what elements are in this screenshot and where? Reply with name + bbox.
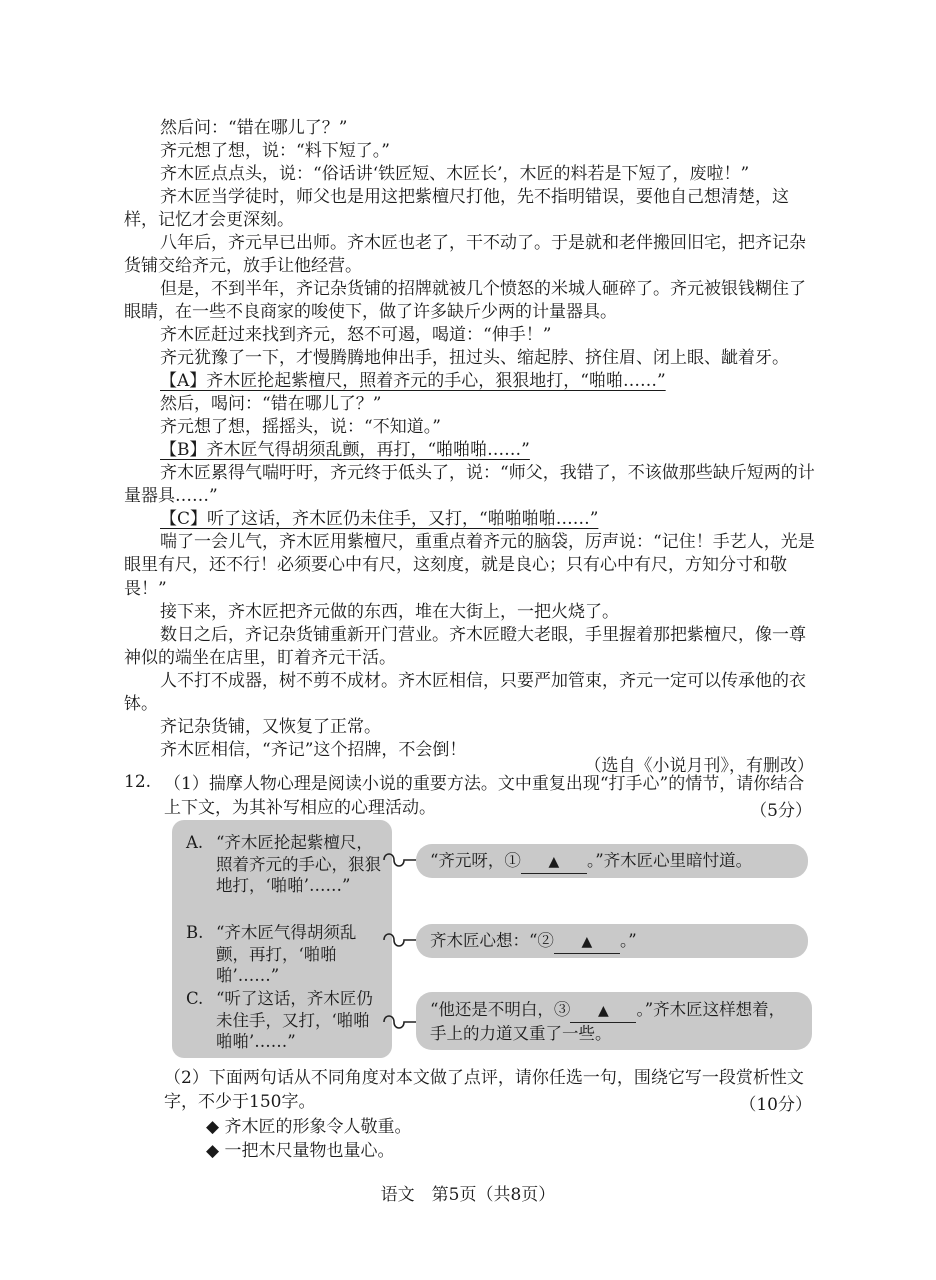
thought-bubble-1: “齐元呀，① ▲ 。”齐木匠心里暗忖道。 (416, 844, 808, 878)
option-text: “听了这话，齐木匠仍未住手，又打，‘啪啪啪啪’……” (216, 989, 373, 1051)
story-paragraph: 齐元想了想，说：“料下短了。” (160, 141, 390, 161)
story-paragraph: 然后问：“错在哪儿了？” (160, 118, 348, 138)
answer-blank-3[interactable]: ▲ (570, 999, 636, 1023)
story-paragraph: 数日之后，齐记杂货铺重新开门营业。齐木匠瞪大老眼，手里握着那把紫檀尺，像一尊神似的端坐在店里，盯着齐元干活。 (124, 625, 806, 669)
story-paragraph: 齐木匠赶过来找到齐元，怒不可遏，喝道：“伸手！” (160, 325, 552, 345)
thought-bubble-3: “他还是不明白，③ ▲ 。”齐木匠这样想着，手上的力道又重了一些。 (416, 992, 812, 1050)
part-1-prompt: 揣摩人物心理是阅读小说的重要方法。文中重复出现“打手心”的情节，请你结合上下文，为其补写相应的心理活动。 (164, 774, 805, 818)
page-footer: 语文 第5页（共8页） (380, 1185, 556, 1205)
part-2-points: （10分） (739, 1095, 812, 1115)
marked-paragraph-c: 【C】听了这话，齐木匠仍未住手，又打，“啪啪啪啪……” (160, 509, 599, 529)
bullet-option: ◆ 一把木尺量物也量心。 (206, 1141, 395, 1161)
option-c (186, 988, 386, 1053)
story-paragraph: 接下来，齐木匠把齐元做的东西，堆在大街上，一把火烧了。 (160, 602, 619, 622)
story-paragraph: 齐木匠点点头，说：“俗话讲‘铁匠短、木匠长’，木匠的料若是下短了，废啦！” (160, 164, 750, 184)
story-paragraph: 齐木匠当学徒时，师父也是用这把紫檀尺打他，先不指明错误，要他自己想清楚，这样，记忆才会更深刻。 (124, 187, 789, 231)
connector-icon (380, 1010, 420, 1034)
connector-icon (380, 848, 420, 872)
story-paragraph: 但是，不到半年，齐记杂货铺的招牌就被几个愤怒的米城人砸碎了。齐元被银钱糊住了眼睛，在一些不良商家的唆使下，做了许多缺斤少两的计量器具。 (124, 279, 806, 323)
source-citation: （选自《小说月刊》，有删改） (584, 756, 814, 776)
marked-paragraph-b: 【B】齐木匠气得胡须乱颤，再打，“啪啪啪……” (160, 440, 530, 460)
question-number: 12. (124, 772, 152, 792)
story-paragraph: 喘了一会儿气，齐木匠用紫檀尺，重重点着齐元的脑袋，厉声说：“记住！手艺人，光是眼里有尺，还不行！必须要心中有尺，这刻度，就是良心；只有心中有尺，方知分寸和敬畏！” (124, 532, 815, 599)
bullet-option: ◆ 齐木匠的形象令人敬重。 (206, 1117, 412, 1137)
part-label: （1） (164, 774, 209, 794)
option-b (186, 922, 386, 987)
option-text: “齐木匠气得胡须乱颤，再打，‘啪啪啪’……” (216, 923, 357, 985)
part-label: （2） (164, 1068, 209, 1088)
story-paragraph: 人不打不成器，树不剪不成材。齐木匠相信，只要严加管束，齐元一定可以传承他的衣钵。 (124, 671, 806, 715)
option-key: A. (186, 833, 204, 852)
question-part-2: （2）下面两句话从不同角度对本文做了点评，请你任选一句，围绕它写一段赏析性文字，不少于150字。 (164, 1068, 804, 1112)
marked-paragraph-a: 【A】齐木匠抡起紫檀尺，照着齐元的手心，狠狠地打，“啪啪……” (160, 371, 666, 391)
story-paragraph: 齐木匠相信，“齐记”这个招牌，不会倒！ (160, 740, 467, 760)
story-paragraph: 齐木匠累得气喘吁吁，齐元终于低头了，说：“师父，我错了，不该做那些缺斤短两的计量器具……” (124, 463, 815, 507)
question-part-1 (164, 772, 816, 820)
option-text: “齐木匠抡起紫檀尺，照着齐元的手心，狠狠地打，‘啪啪’……” (216, 833, 381, 895)
option-key: B. (186, 923, 204, 942)
thought-bubble-2: 齐木匠心想：“② ▲ 。” (416, 924, 808, 958)
story-paragraph: 齐记杂货铺，又恢复了正常。 (160, 717, 381, 737)
story-paragraph: 然后，喝问：“错在哪儿了？” (160, 394, 382, 414)
story-paragraph: 八年后，齐元早已出师。齐木匠也老了，干不动了。于是就和老伴搬回旧宅，把齐记杂货铺交给齐元，放手让他经营。 (124, 233, 806, 277)
emphasis-text: 围绕它 (633, 1068, 685, 1088)
option-a (186, 832, 386, 897)
connector-icon (380, 928, 420, 952)
answer-blank-1[interactable]: ▲ (521, 850, 587, 874)
story-paragraph: 齐元想了想，摇摇头，说：“不知道。” (160, 417, 441, 437)
story-paragraph: 齐元犹豫了一下，才慢腾腾地伸出手，扭过头、缩起脖、挤住眉、闭上眼、龇着牙。 (160, 348, 789, 368)
part-1-points: （5分） (750, 801, 812, 821)
answer-blank-2[interactable]: ▲ (554, 930, 620, 954)
option-key: C. (186, 989, 204, 1008)
